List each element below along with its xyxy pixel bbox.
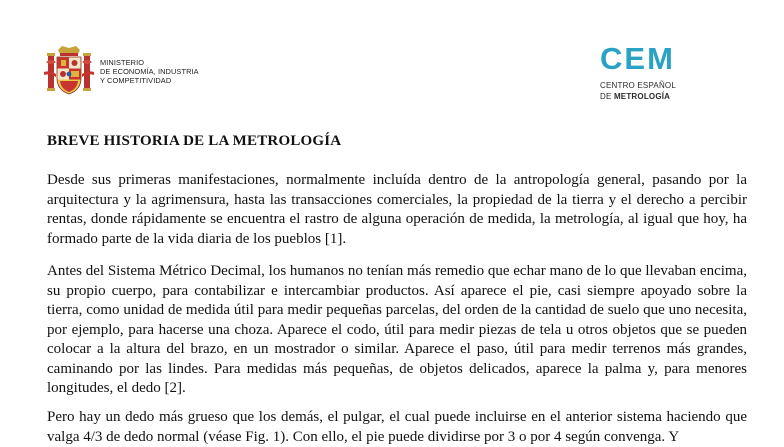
- paragraph-1: Desde sus primeras manifestaciones, normalmente incluída dentro de la antropología general, pasando por la arquitectura y la agrimensura, hasta las transacciones comerciales, la propiedad de la tierra y el derecho a percibir rentas, donde rápidamente se encuentra el rastro de alguna operación de medida, la metrología, al igual que hoy, ha formado parte de la vida diaria de los pueblos [1].: [47, 172, 747, 247]
- paragraph-3: Pero hay un dedo más grueso que los demás, el pulgar, el cual puede incluirse en el anterior sistema haciendo que valga 4/3 de dedo normal (véase Fig. 1). Con ello, el pie puede dividirse por 3 o por 4 según convenga. Y: [47, 409, 747, 445]
- cem-line-2-bold: METROLOGÍA: [613, 92, 671, 101]
- spain-coat-of-arms-icon: [44, 44, 94, 98]
- cem-line-1: CENTRO ESPAÑOL: [600, 81, 676, 90]
- cem-name: [600, 80, 676, 102]
- ministry-line-3: Y COMPETITIVIDAD: [100, 75, 172, 85]
- document-title: BREVE HISTORIA DE LA METROLOGÍA: [47, 133, 342, 149]
- cem-line-2-prefix: DE: [600, 92, 614, 101]
- cem-line-2: [600, 91, 676, 102]
- ministry-name: [100, 58, 199, 85]
- cem-acronym: CEM: [600, 41, 675, 76]
- cem-logo: [600, 41, 676, 102]
- paragraph-2: Antes del Sistema Métrico Decimal, los humanos no tenían más remedio que echar mano de lo que llevaban encima, su propio cuerpo, para contabilizar e intercambiar productos. Así aparece el pie, casi siempre apoyado sobre la tierra, como unidad de medida útil para medir pequeñas parcelas, del orden de la cantidad de suelo que uno necesita, por ejemplo, para hacerse una choza. Aparece el codo, útil para medir piezas de tela u otros objetos que se pueden colocar a la altura del brazo, en un mostrador o similar. Aparece el paso, útil para medir terrenos más grandes, caminando por las lindes. Para medidas más pequeñas, de objetos delicados, aparece la palma y, para menores longitudes, el dedo [2].: [47, 263, 747, 396]
- ministry-line-2: DE ECONOMÍA, INDUSTRIA: [100, 66, 199, 76]
- ministry-line-1: MINISTERIO: [100, 57, 145, 67]
- ministry-logo: [44, 44, 199, 98]
